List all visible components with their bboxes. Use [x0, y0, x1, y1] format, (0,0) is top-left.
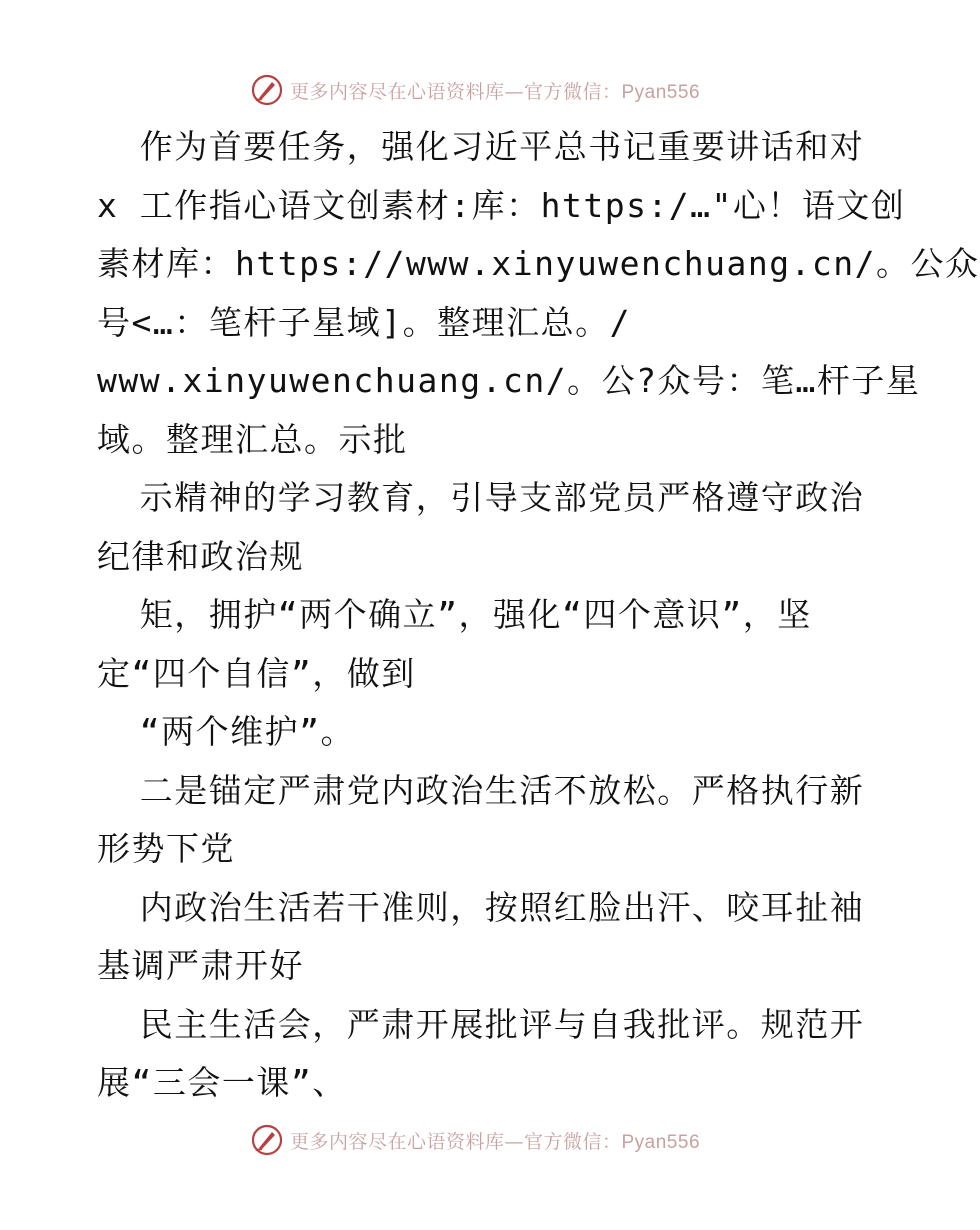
body-line: 展“三会一课”、: [97, 1063, 347, 1102]
body-line: 民主生活会，严肃开展批评与自我批评。规范开: [97, 1004, 865, 1044]
footer-watermark: [0, 1120, 950, 1160]
body-line: x 工作指心语文创素材:库：https:/…"心！语文创: [97, 185, 906, 225]
body-line: 纪律和政治规: [97, 536, 304, 576]
footer-watermark-text: 更多内容尽在心语资料库—官方微信：Pyan556: [289, 1130, 701, 1153]
body-line: www.xinyuwenchuang.cn/。公?众号：笔…杆子星: [97, 361, 921, 400]
body-line: 二是锚定严肃党内政治生活不放松。严格执行新: [97, 770, 865, 810]
quill-circle-icon: [250, 73, 284, 107]
body-line: 矩，拥护“两个确立”，强化“四个意识”，坚: [97, 595, 812, 634]
body-line: “两个维护”。: [97, 712, 355, 751]
body-line: 定“四个自信”，做到: [97, 653, 416, 693]
quill-circle-icon: [250, 1123, 284, 1157]
body-line: 基调严肃开好: [97, 946, 304, 985]
header-watermark-text: 更多内容尽在心语资料库—官方微信：Pyan556: [289, 80, 701, 103]
body-line: 号<…：笔杆子星域]。整理汇总。/: [97, 302, 631, 342]
body-line: 内政治生活若干准则，按照红脸出汗、咬耳扯袖: [97, 887, 865, 927]
body-text: [97, 118, 980, 1113]
header-watermark: [0, 70, 950, 110]
body-line: 形势下党: [97, 829, 235, 868]
body-line: 作为首要任务，强化习近平总书记重要讲话和对: [97, 127, 865, 166]
body-line: 示精神的学习教育，引导支部党员严格遵守政治: [97, 478, 865, 517]
body-line: 域。整理汇总。示批: [97, 419, 408, 459]
body-line: 素材库：https://www.xinyuwenchuang.cn/。公众: [97, 244, 980, 283]
